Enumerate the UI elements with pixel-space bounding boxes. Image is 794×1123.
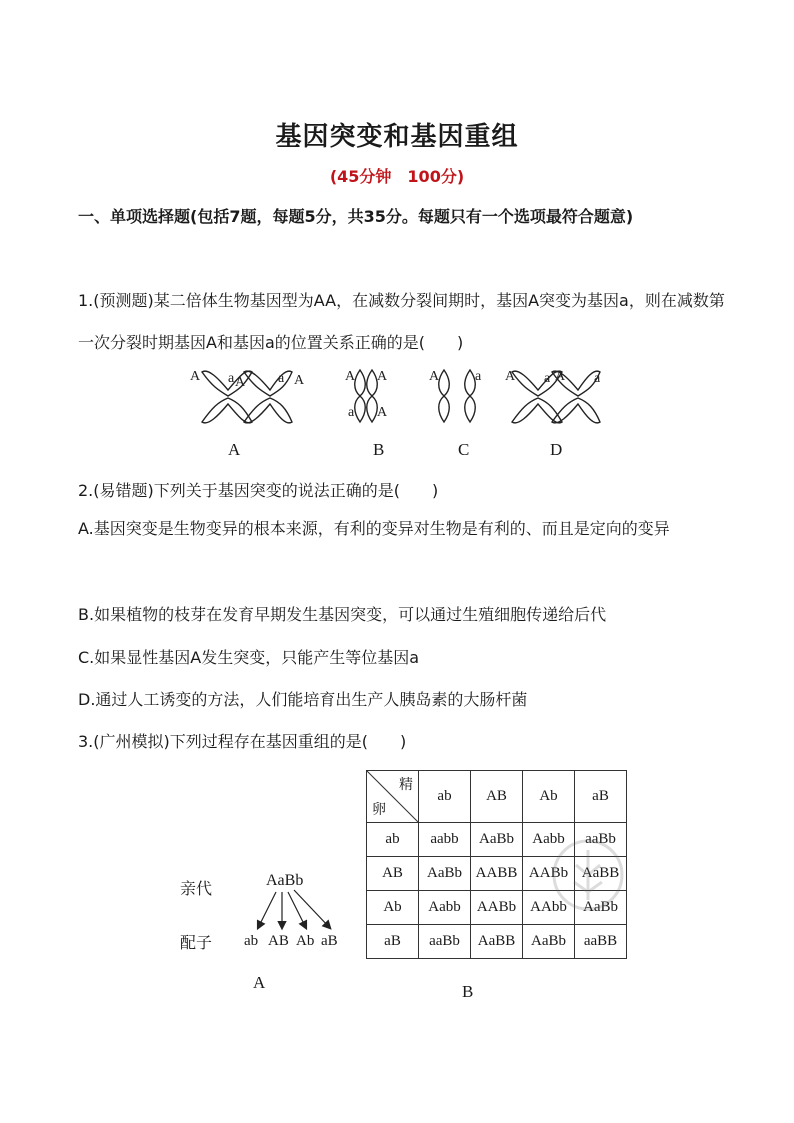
table-cell: AaBb bbox=[575, 891, 627, 925]
question-1-stem: 1.(预测题)某二倍体生物基因型为AA，在减数分裂间期时，基因A突变为基因a，则在减数第一次分裂时期基因A和基因a的位置关系正确的是( ) bbox=[78, 291, 725, 352]
allele-label: A bbox=[190, 369, 201, 384]
parent-generation-label: 亲代 bbox=[180, 879, 213, 898]
chromosome-diagrams bbox=[182, 360, 612, 465]
allele-label: A bbox=[505, 369, 516, 384]
allele-label: a bbox=[544, 371, 551, 386]
parent-genotype: AaBb bbox=[266, 872, 304, 889]
table-cell: aaBB bbox=[575, 925, 627, 959]
question-3-figure-a bbox=[170, 868, 360, 998]
table-cell: AABB bbox=[471, 857, 523, 891]
allele-label: A bbox=[345, 369, 356, 384]
allele-label: a bbox=[348, 405, 355, 420]
gamete-Ab: Ab bbox=[296, 933, 315, 949]
table-cell: AABb bbox=[523, 857, 575, 891]
table-cell: aabb bbox=[419, 823, 471, 857]
option-b-label: B bbox=[373, 440, 385, 459]
question-2-option-a: A.基因突变是生物变异的根本来源，有利的变异对生物是有利的、而且是定向的变异 bbox=[78, 519, 670, 538]
table-cell: AaBB bbox=[471, 925, 523, 959]
gamete-label: 配子 bbox=[180, 933, 213, 952]
sperm-AB: AB bbox=[471, 771, 523, 823]
gamete-aB: aB bbox=[321, 933, 338, 949]
table-row bbox=[367, 771, 627, 823]
table-cell: AaBb bbox=[419, 857, 471, 891]
option-d-label: D bbox=[550, 440, 563, 459]
table-cell: AaBb bbox=[471, 823, 523, 857]
sperm-Ab: Ab bbox=[523, 771, 575, 823]
option-c-label: C bbox=[458, 440, 470, 459]
egg-header: 卵 bbox=[372, 802, 386, 818]
egg-aB: aB bbox=[367, 925, 419, 959]
table-cell: aaBb bbox=[575, 823, 627, 857]
sperm-header: 精 bbox=[399, 777, 413, 793]
corner-cell bbox=[367, 771, 419, 823]
question-1-figure bbox=[182, 360, 612, 465]
allele-label: a bbox=[228, 371, 235, 386]
table-cell: AAbb bbox=[523, 891, 575, 925]
allele-label: A bbox=[555, 369, 566, 384]
option-a-label: A bbox=[228, 440, 241, 459]
option-b-chromosomes bbox=[355, 370, 378, 422]
allele-label: a bbox=[278, 371, 285, 386]
option-c-chromosomes bbox=[439, 370, 476, 422]
allele-label: A bbox=[377, 405, 388, 420]
egg-Ab: Ab bbox=[367, 891, 419, 925]
table-cell: Aabb bbox=[419, 891, 471, 925]
question-3-stem: 3.(广州模拟)下列过程存在基因重组的是( ) bbox=[78, 732, 407, 751]
table-cell: AaBb bbox=[523, 925, 575, 959]
egg-AB: AB bbox=[367, 857, 419, 891]
gamete-AB: AB bbox=[268, 933, 289, 949]
allele-label: a bbox=[594, 371, 601, 386]
section-heading: 一、单项选择题(包括7题，每题5分，共35分。每题只有一个选项最符合题意) bbox=[78, 207, 634, 226]
sperm-aB: aB bbox=[575, 771, 627, 823]
allele-label: A bbox=[235, 375, 246, 390]
question-2-stem: 2.(易错题)下列关于基因突变的说法正确的是( ) bbox=[78, 481, 439, 500]
watermark-seal-icon bbox=[548, 820, 638, 1000]
table-cell: AABb bbox=[471, 891, 523, 925]
question-2-option-d: D.通过人工诱变的方法，人们能培育出生产人胰岛素的大肠杆菌 bbox=[78, 690, 528, 709]
gamete-ab: ab bbox=[244, 933, 259, 949]
table-cell: Aabb bbox=[523, 823, 575, 857]
allele-label: A bbox=[294, 373, 305, 388]
gamete-arrows bbox=[170, 868, 360, 938]
allele-label: A bbox=[377, 369, 388, 384]
sperm-ab: ab bbox=[419, 771, 471, 823]
egg-ab: ab bbox=[367, 823, 419, 857]
figure-a-label: A bbox=[253, 973, 266, 992]
question-2-option-b: B.如果植物的枝芽在发育早期发生基因突变，可以通过生殖细胞传递给后代 bbox=[78, 605, 607, 624]
page-title: 基因突变和基因重组 bbox=[275, 122, 519, 152]
figure-b-label: B bbox=[462, 982, 474, 1001]
table-cell: aaBb bbox=[419, 925, 471, 959]
question-2-option-c: C.如果显性基因A发生突变，只能产生等位基因a bbox=[78, 648, 420, 667]
allele-label: A bbox=[429, 369, 440, 384]
allele-label: a bbox=[475, 369, 482, 384]
table-cell: AaBB bbox=[575, 857, 627, 891]
time-score-subtitle: (45分钟 100分) bbox=[329, 167, 465, 186]
